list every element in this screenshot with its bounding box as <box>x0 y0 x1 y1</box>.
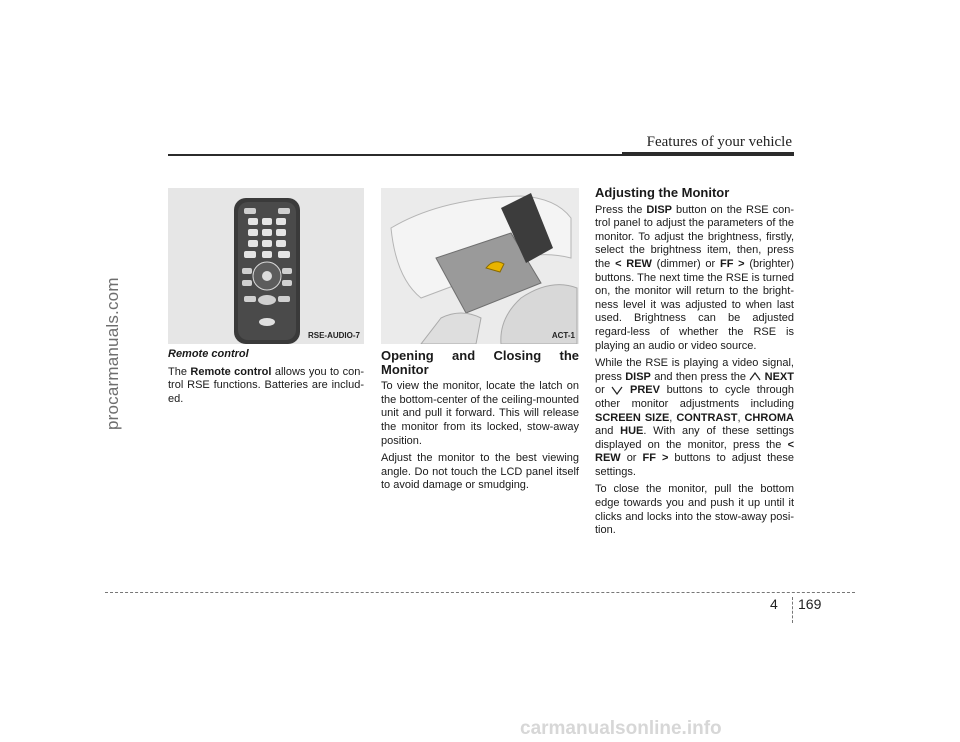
adjusting-paragraph-3: To close the monitor, pull the bottom edge towards you and push it up until it clicks and locks into the stow-away posi-tion. <box>595 483 794 537</box>
chevron-down-icon <box>611 386 623 395</box>
opening-paragraph-2: Adjust the monitor to the best viewing angle. Do not touch the LCD panel itself to avoid damage or smudging. <box>381 452 579 492</box>
text-run: button on the RSE con-trol panel to adjust the parameters of the monitor. To adjust the brightness, firstly, select the brightness item, then, press the <box>595 203 794 270</box>
bold-run: FF > <box>719 257 745 270</box>
adjusting-paragraph-2 <box>595 357 794 479</box>
text-run: (dimmer) or <box>651 257 720 270</box>
overhead-monitor-illustration <box>381 188 579 344</box>
bold-run: < REW <box>595 438 794 465</box>
remote-body <box>234 198 300 344</box>
page-number: 169 <box>798 596 822 612</box>
bold-run: SCREEN SIZE <box>595 411 670 424</box>
bold-run: DISP <box>646 203 673 216</box>
footer-divider <box>792 597 793 623</box>
opening-paragraph-1: To view the monitor, locate the latch on the bottom-center of the ceiling-mounted unit and pull it forward. This will release the monitor from its locked, stow-away position. <box>381 380 579 447</box>
bold-run: HUE <box>620 425 644 438</box>
remote-control-illustration <box>168 188 364 344</box>
text-run: buttons to adjust these settings. <box>595 452 794 478</box>
remote-control-paragraph <box>168 366 364 407</box>
running-header: Features of your vehicle <box>646 134 792 150</box>
side-watermark: procarmanuals.com <box>103 277 122 430</box>
text-run: or <box>595 384 612 397</box>
section-heading: Opening and Closing the Monitor <box>381 348 579 377</box>
text-run: allows you to con-trol RSE functions. Batteries are includ-ed. <box>168 365 364 405</box>
bold-run: < REW <box>615 257 652 270</box>
text-run: Press the <box>595 203 647 216</box>
bold-run: FF > <box>642 452 669 465</box>
footer-rule <box>105 592 855 593</box>
bold-run: PREV <box>630 384 660 397</box>
header-rule-accent <box>622 152 794 156</box>
text-run: The <box>168 365 191 378</box>
text-run: While the RSE is playing a video signal, press <box>595 357 794 383</box>
text-run: . With any of these settings displayed on the monitor, press the <box>595 425 794 451</box>
remote-control-figure <box>168 188 364 344</box>
column-remote-control <box>168 348 364 410</box>
text-run: buttons to cycle through other monitor adjustments including <box>595 384 794 410</box>
bold-run: CONTRAST <box>676 411 738 424</box>
text-run: and <box>595 425 621 438</box>
remote-figure-label: RSE-AUDIO-7 <box>307 331 360 340</box>
chevron-up-icon <box>749 372 761 381</box>
text-run: (brighter) buttons. The next time the RSE is turned on, the monitor will return to the bright-ness level it was adjusted to when last used. Brightness can be adjusted regard-less of whether the RSE is playing an audio or video source. <box>595 257 794 352</box>
bold-run: DISP <box>625 370 651 383</box>
chapter-number: 4 <box>770 596 778 612</box>
text-run: , <box>669 411 677 424</box>
column-opening-closing <box>381 349 579 497</box>
remote-control-caption: Remote control <box>168 348 249 360</box>
adjusting-paragraph-1 <box>595 204 794 354</box>
monitor-figure <box>381 188 579 344</box>
bold-run: Remote control <box>190 365 272 378</box>
monitor-figure-label: ACT-1 <box>551 331 575 340</box>
bold-run: CHROMA <box>744 411 794 424</box>
text-run: or <box>620 452 643 465</box>
text-run: , <box>737 411 745 424</box>
text-run: and then press the <box>650 370 750 383</box>
bold-run: NEXT <box>764 370 794 383</box>
section-heading: Adjusting the Monitor <box>595 185 730 200</box>
column-adjusting-monitor <box>595 186 794 542</box>
bottom-watermark: carmanualsonline.info <box>520 718 722 739</box>
